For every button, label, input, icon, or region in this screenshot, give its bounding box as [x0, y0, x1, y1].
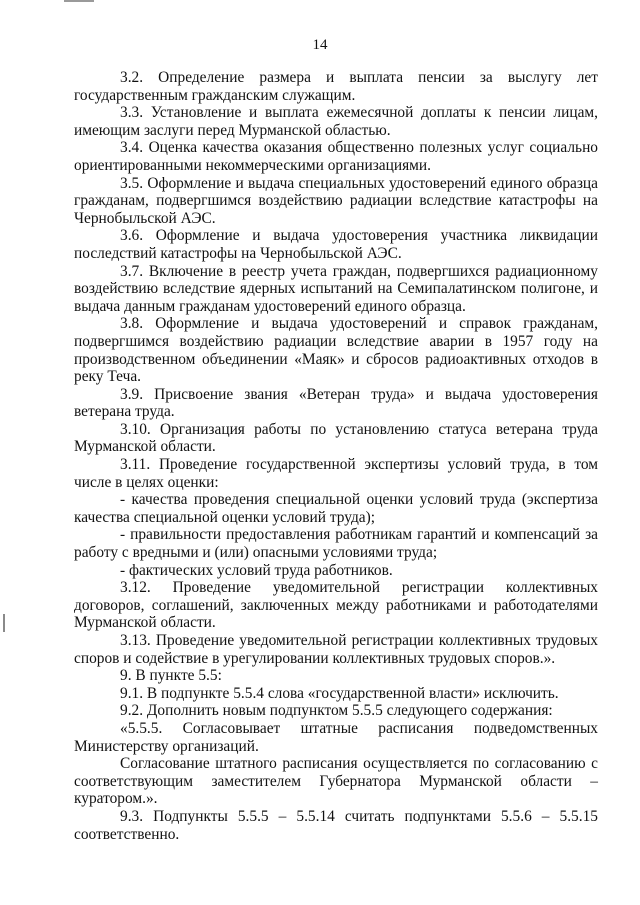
paragraph-5-5-5: «5.5.5. Согласовывает штатные расписания подведомственных Министерству организаций.	[74, 719, 598, 755]
paragraph-3-12: 3.12. Проведение уведомительной регистрации коллективных договоров, соглашений, заключенных между работниками и работодателями Мурманской области.	[74, 579, 598, 632]
left-margin-mark	[3, 614, 5, 632]
paragraph-3-9: 3.9. Присвоение звания «Ветеран труда» и выдача удостоверения ветерана труда.	[74, 385, 598, 421]
top-edge-rule	[64, 0, 94, 2]
paragraph-agreement: Согласование штатного расписания осуществляется по согласованию с соответствующим заместителем Губернатора Мурманской области – куратором.».	[74, 755, 598, 808]
list-item-assessment-quality: - качества проведения специальной оценки условий труда (экспертиза качества специальной оценки условий труда);	[74, 491, 598, 526]
paragraph-3-2: 3.2. Определение размера и выплата пенсии за выслугу лет государственным гражданским служащим.	[74, 69, 598, 104]
paragraph-3-6: 3.6. Оформление и выдача удостоверения участника ликвидации последствий катастрофы на Чернобыльской АЭС.	[74, 227, 598, 262]
paragraph-9-2: 9.2. Дополнить новым подпунктом 5.5.5 следующего содержания:	[120, 702, 553, 720]
paragraph-9-1: 9.1. В подпункте 5.5.4 слова «государственной власти» исключить.	[120, 684, 559, 702]
paragraph-3-8: 3.8. Оформление и выдача удостоверений и справок гражданам, подвергшимся воздействию радиации вследствие аварии в 1957 году на производственном объединении «Маяк» и сбросов радиоактивных отходов в реку Теча.	[74, 315, 598, 386]
paragraph-3-3: 3.3. Установление и выплата ежемесячной доплаты к пенсии лицам, имеющим заслуги перед Мурманской областью.	[74, 104, 598, 139]
paragraph-3-11: 3.11. Проведение государственной экспертизы условий труда, в том числе в целях оценки:	[74, 456, 598, 491]
paragraph-3-10: 3.10. Организация работы по установлению статуса ветерана труда Мурманской области.	[74, 420, 598, 456]
paragraph-3-4: 3.4. Оценка качества оказания общественно полезных услуг социально ориентированными некоммерческими организациями.	[74, 139, 598, 174]
document-body	[74, 69, 598, 843]
paragraph-9: 9. В пункте 5.5:	[120, 667, 222, 685]
paragraph-3-5: 3.5. Оформление и выдача специальных удостоверений единого образца гражданам, подвергшимся воздействию радиации вследствие катастрофы на Чернобыльской АЭС.	[74, 174, 598, 227]
list-item-guarantees: - правильности предоставления работникам гарантий и компенсаций за работу с вредными и (или) опасными условиями труда;	[74, 526, 598, 562]
paragraph-3-7: 3.7. Включение в реестр учета граждан, подвергшихся радиационному воздействию вследствие ядерных испытаний на Семипалатинском полигоне, и выдача данным гражданам удостоверений единого образца.	[74, 262, 598, 315]
page-number: 14	[312, 37, 328, 53]
paragraph-3-13: 3.13. Проведение уведомительной регистрации коллективных трудовых споров и содействие в урегулировании коллективных трудовых споров.».	[74, 632, 598, 667]
list-item-actual-conditions: - фактических условий труда работников.	[120, 561, 393, 579]
paragraph-9-3: 9.3. Подпункты 5.5.5 – 5.5.14 считать подпунктами 5.5.6 – 5.5.15 соответственно.	[74, 807, 598, 843]
